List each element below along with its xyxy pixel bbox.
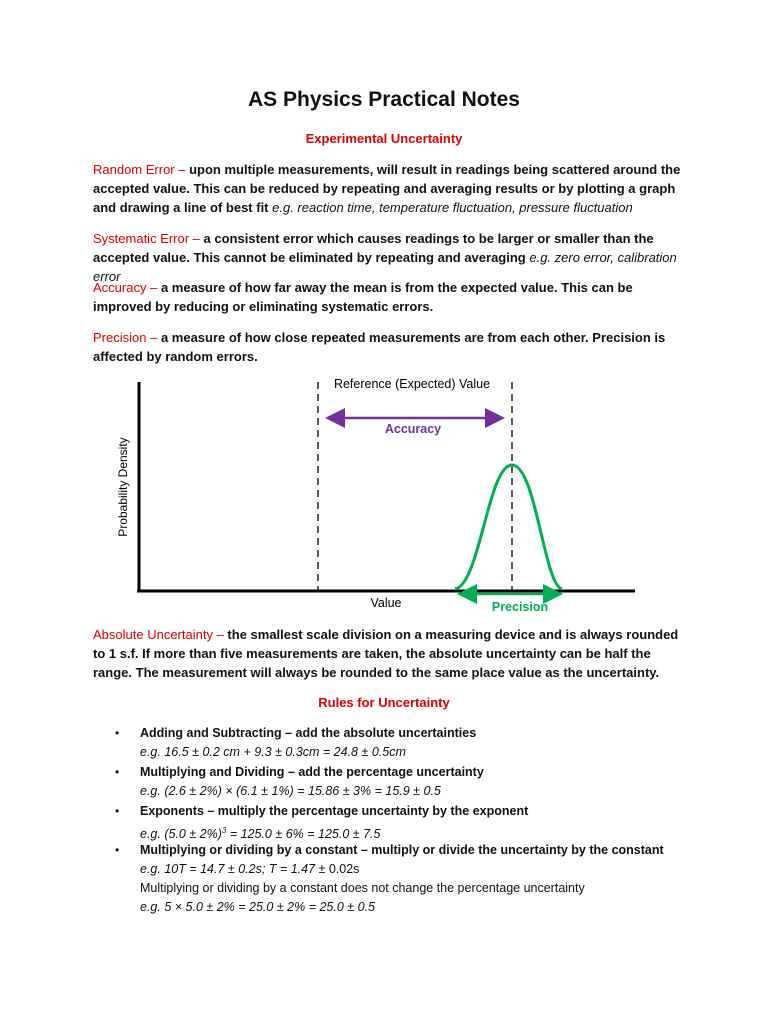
accuracy-text: a measure of how far away the mean is from the expected value. This can be improved by reducing or eliminating systematic errors. xyxy=(93,280,633,314)
accuracy-precision-diagram xyxy=(0,370,768,620)
accuracy-term: Accuracy – xyxy=(93,280,158,295)
rule-constant-example: e.g. 10T = 14.7 ± 0.2s; T = 1.47 ± xyxy=(140,862,326,876)
rule-multiplying-head: Multiplying and Dividing – add the percentage uncertainty xyxy=(140,765,484,779)
random-error-example: e.g. reaction time, temperature fluctuation, pressure fluctuation xyxy=(272,200,633,215)
random-error-paragraph xyxy=(93,160,683,217)
precision-term: Precision – xyxy=(93,330,158,345)
random-error-text: upon multiple measurements, will result in readings being scattered around the accepted value. This can be reduced by repeating and averaging results or by plotting a graph and drawing a line of best fit xyxy=(93,162,681,215)
bullet-glyph: • xyxy=(115,843,120,857)
reference-value-label: Reference (Expected) Value xyxy=(333,377,491,391)
section-heading-experimental-uncertainty: Experimental Uncertainty xyxy=(305,131,463,146)
rule-adding-head: Adding and Subtracting – add the absolute uncertainties xyxy=(140,726,477,740)
y-axis-label: Probability Density xyxy=(116,437,130,537)
bullet-glyph: • xyxy=(115,726,120,740)
rule-constant-note: Multiplying or dividing by a constant does not change the percentage uncertainty xyxy=(140,881,585,895)
random-error-term: Random Error – xyxy=(93,162,186,177)
accuracy-paragraph xyxy=(93,278,683,316)
rule-multiplying xyxy=(140,763,700,801)
page-title: AS Physics Practical Notes xyxy=(248,88,520,111)
systematic-error-text: a consistent error which causes readings to be larger or smaller than the accepted value. This cannot be eliminated by repeating and averaging xyxy=(93,231,654,265)
rule-exponents xyxy=(140,802,700,844)
rule-constant-head: Multiplying or dividing by a constant – multiply or divide the uncertainty by the constant xyxy=(140,843,664,857)
section-heading-rules: Rules for Uncertainty xyxy=(318,695,450,710)
rule-multiplying-example: e.g. (2.6 ± 2%) × (6.1 ± 1%) = 15.86 ± 3% = 15.9 ± 0.5 xyxy=(140,784,441,798)
bullet-glyph: • xyxy=(115,804,120,818)
rule-exponents-example-sup: 3 xyxy=(221,826,227,835)
rule-constant-example2: e.g. 5 × 5.0 ± 2% = 25.0 ± 2% = 25.0 ± 0.5 xyxy=(140,900,375,914)
rule-adding xyxy=(140,724,700,762)
rule-exponents-head: Exponents – multiply the percentage uncertainty by the exponent xyxy=(140,804,529,818)
absolute-uncertainty-text: the smallest scale division on a measuring device and is always rounded to 1 s.f. If more than five measurements are taken, the absolute uncertainty can be half the range. The measurement will always be rounded to the same place value as the uncertainty. xyxy=(93,627,679,680)
rule-adding-example: e.g. 16.5 ± 0.2 cm + 9.3 ± 0.3cm = 24.8 ± 0.5cm xyxy=(140,745,406,759)
accuracy-label: Accuracy xyxy=(384,422,442,436)
rule-constant-example-tail: 0.02s xyxy=(328,862,360,876)
absolute-uncertainty-paragraph xyxy=(93,625,683,682)
rule-constant xyxy=(140,841,700,917)
absolute-uncertainty-term: Absolute Uncertainty – xyxy=(93,627,224,642)
precision-text: a measure of how close repeated measurements are from each other. Precision is affected by random errors. xyxy=(93,330,666,364)
systematic-error-example: e.g. zero error, calibration error xyxy=(93,250,677,284)
rule-exponents-example-pre: e.g. (5.0 ± 2%) xyxy=(140,827,222,842)
bullet-glyph: • xyxy=(115,765,120,779)
rule-exponents-example-post: = 125.0 ± 6% = 125.0 ± 7.5 xyxy=(226,827,381,842)
systematic-error-term: Systematic Error – xyxy=(93,231,200,246)
precision-paragraph xyxy=(93,328,683,366)
bell-curve xyxy=(455,465,562,589)
precision-label: Precision xyxy=(491,600,549,614)
x-axis-label: Value xyxy=(370,596,402,610)
